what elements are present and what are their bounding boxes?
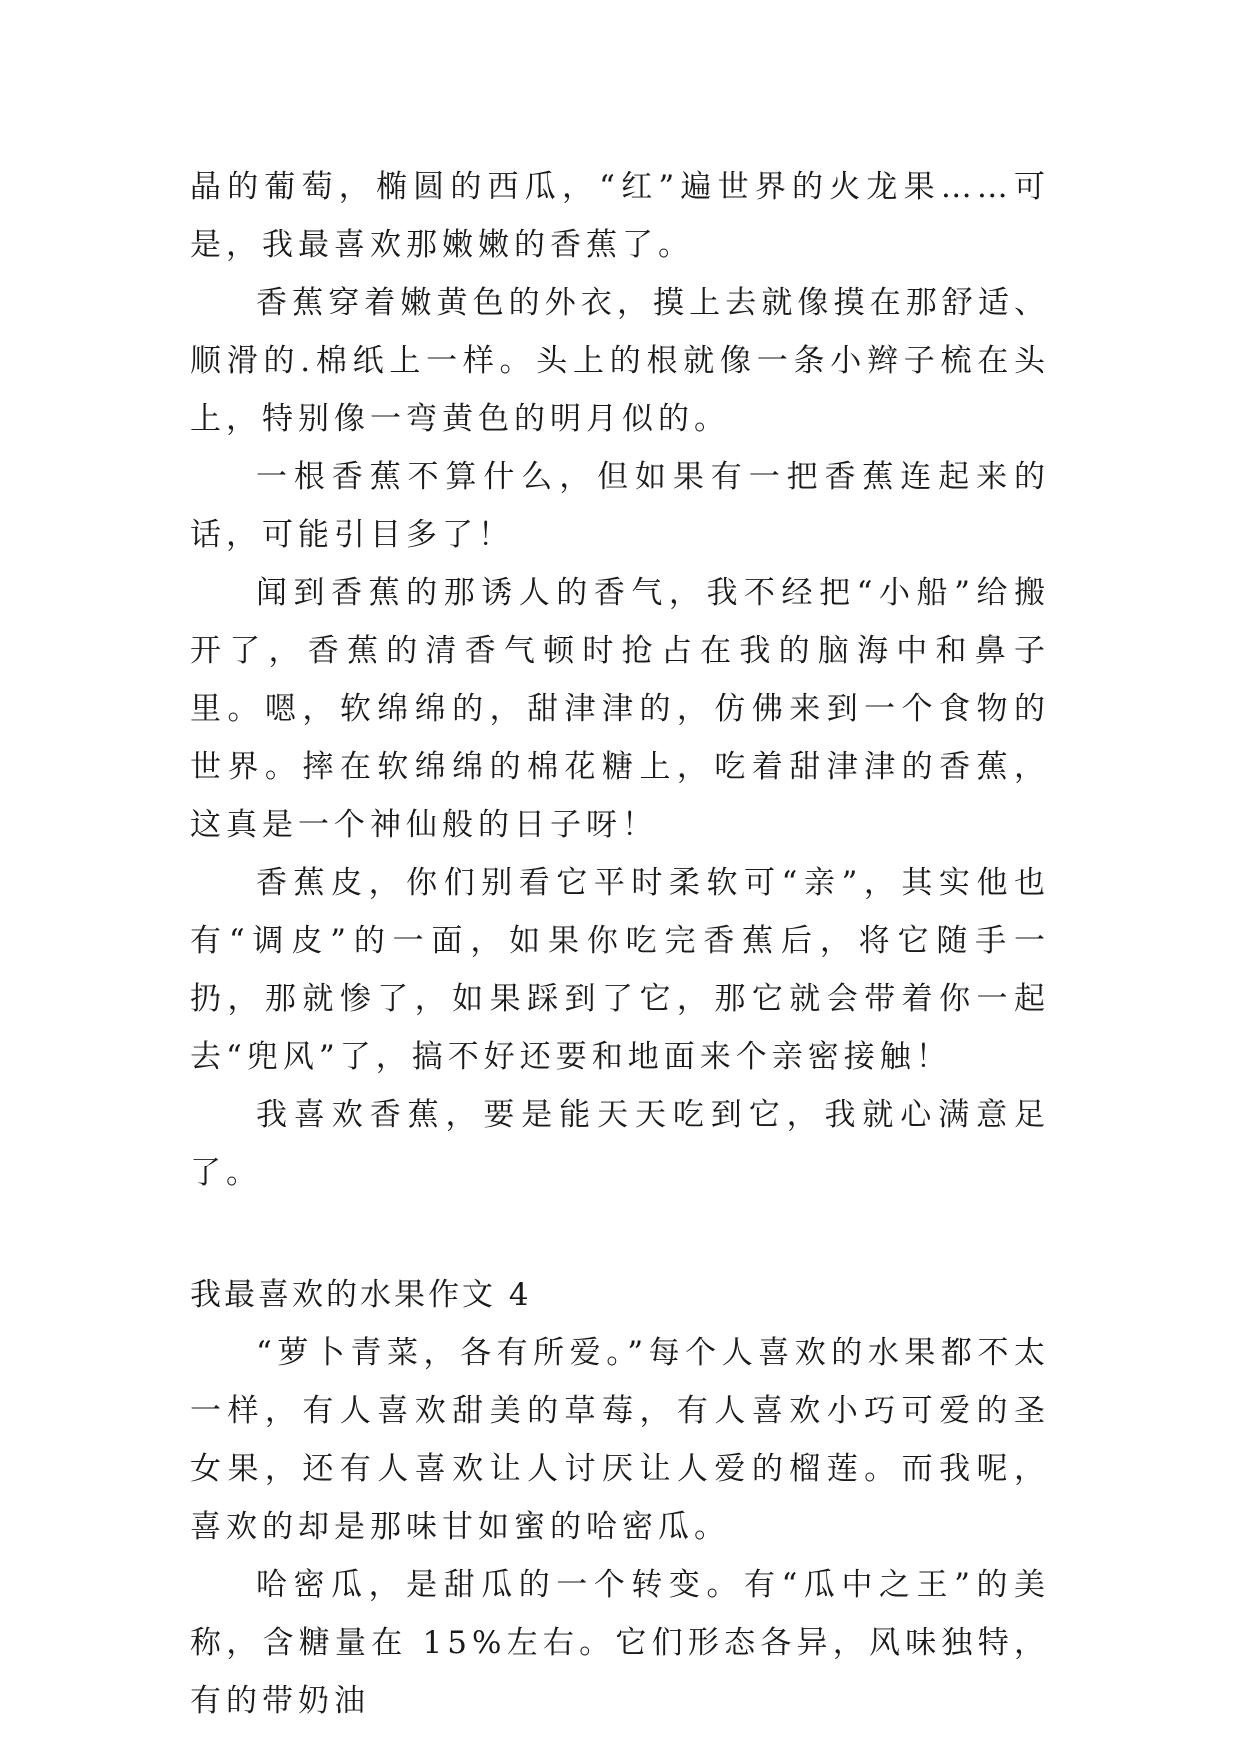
section-title: 我最喜欢的水果作文 4 — [190, 1277, 532, 1313]
paragraph-banana-conclusion: 我喜欢香蕉，要是能天天吃到它，我就心满意足了。 — [190, 1097, 1050, 1191]
paragraph-banana-bunch: 一根香蕉不算什么，但如果有一把香蕉连起来的话，可能引目多了！ — [190, 459, 1050, 553]
paragraph-melon-description: 哈密瓜，是甜瓜的一个转变。有“瓜中之王”的美称，含糖量在 15%左右。它们形态各异，风味独特，有的带奶油 — [190, 1567, 1050, 1719]
paragraph-banana-aroma: 闻到香蕉的那诱人的香气，我不经把“小船”给搬开了，香蕉的清香气顿时抢占在我的脑海中和鼻子里。嗯，软绵绵的，甜津津的，仿佛来到一个食物的世界。摔在软绵绵的棉花糖上，吃着甜津津的香蕉，这真是一个神仙般的日子呀！ — [190, 575, 1050, 843]
paragraph-continuation: 晶的葡萄，椭圆的西瓜，“红”遍世界的火龙果……可是，我最喜欢那嫩嫩的香蕉了。 — [190, 169, 1050, 263]
document-body — [190, 158, 1050, 1730]
section-spacer — [190, 1202, 1050, 1266]
paragraph-banana-peel: 香蕉皮，你们别看它平时柔软可“亲”，其实他也有“调皮”的一面，如果你吃完香蕉后，将它随手一扔，那就惨了，如果踩到了它，那它就会带着你一起去“兜风”了，搞不好还要和地面来个亲密接触！ — [190, 865, 1050, 1075]
paragraph-melon-intro: “萝卜青菜，各有所爱。”每个人喜欢的水果都不太一样，有人喜欢甜美的草莓，有人喜欢小巧可爱的圣女果，还有人喜欢让人讨厌让人爱的榴莲。而我呢，喜欢的却是那味甘如蜜的哈密瓜。 — [190, 1335, 1050, 1545]
paragraph-banana-appearance: 香蕉穿着嫩黄色的外衣，摸上去就像摸在那舒适、顺滑的.棉纸上一样。头上的根就像一条小辫子梳在头上，特别像一弯黄色的明月似的。 — [190, 285, 1050, 437]
